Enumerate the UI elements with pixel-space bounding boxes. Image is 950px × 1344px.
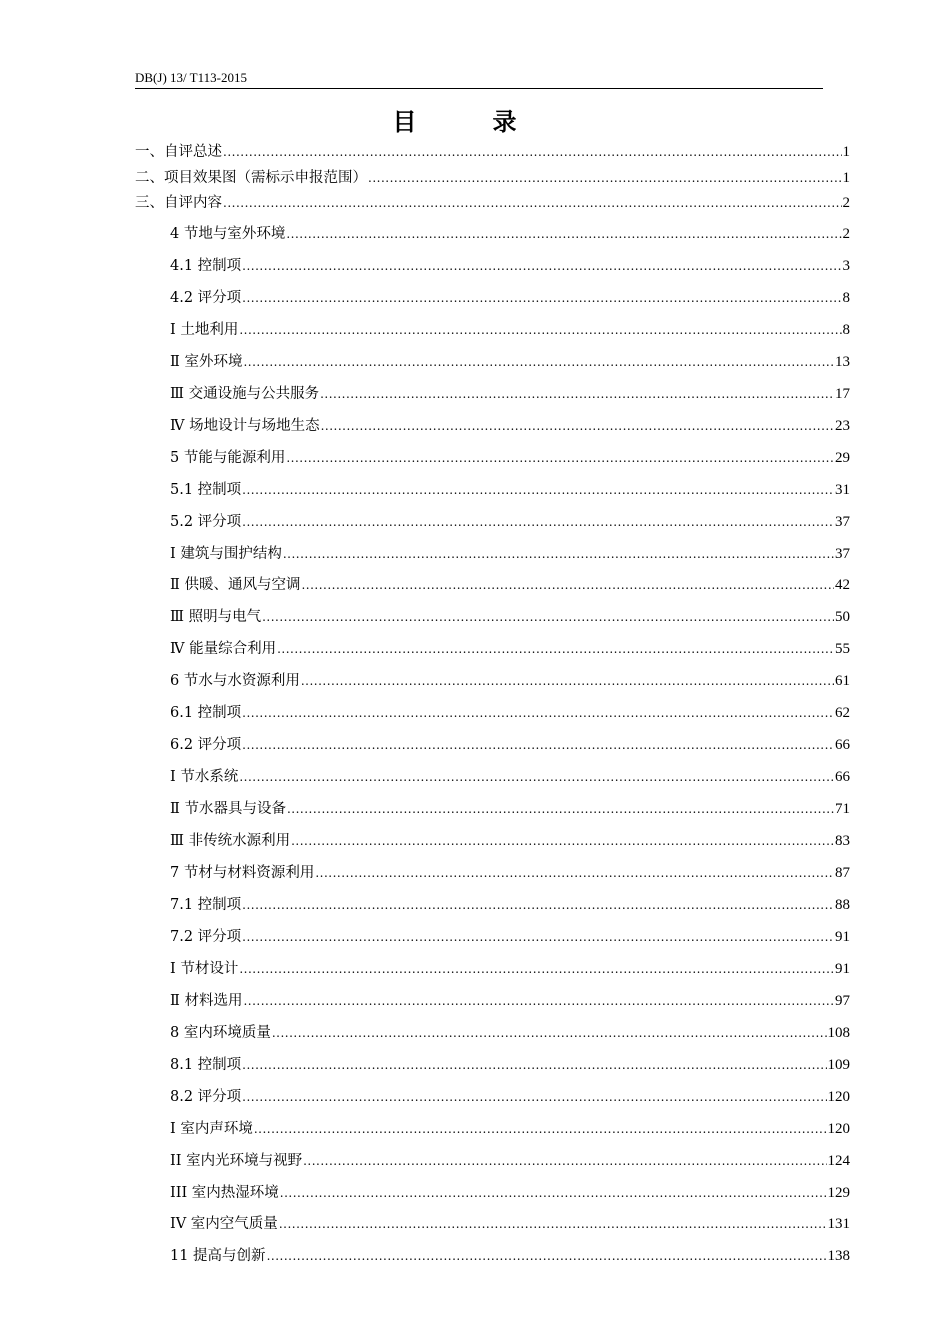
toc-entry-page-number: 13 <box>835 353 850 370</box>
toc-entry-label: 5.2 评分项 <box>170 513 242 530</box>
toc-entry-page-number: 8 <box>842 289 850 306</box>
toc-entry[interactable] <box>170 1212 850 1236</box>
toc-entry[interactable] <box>170 222 850 246</box>
toc-entry[interactable] <box>170 797 850 821</box>
toc-entry-page-number: 29 <box>835 449 850 466</box>
toc-entry-label: 6 节水与水资源利用 <box>170 673 300 690</box>
toc-entry-page-number: 42 <box>835 577 850 594</box>
toc-entry[interactable] <box>170 861 850 885</box>
toc-entry-page-number: 91 <box>835 960 850 977</box>
toc-entry-label: Ⅳ 能量综合利用 <box>170 641 277 658</box>
toc-entry-page-number: 37 <box>835 513 850 530</box>
dot-leader <box>242 1085 826 1109</box>
toc-entry-label: 4.2 评分项 <box>170 289 242 306</box>
toc-entry-label: 8.1 控制项 <box>170 1056 242 1073</box>
dot-leader <box>279 1212 827 1236</box>
toc-entry-page-number: 83 <box>835 833 850 850</box>
dot-leader <box>239 318 841 342</box>
dot-leader <box>303 1149 826 1173</box>
dot-leader <box>242 510 834 534</box>
dot-leader <box>267 1244 827 1268</box>
dot-leader <box>223 140 842 164</box>
dot-leader <box>280 1181 827 1205</box>
dot-leader <box>223 191 842 215</box>
toc-entry-page-number: 23 <box>835 417 850 434</box>
toc-entry[interactable] <box>170 1117 850 1141</box>
dot-leader <box>242 1053 826 1077</box>
toc-entry-page-number: 31 <box>835 481 850 498</box>
dot-leader <box>242 254 841 278</box>
dot-leader <box>315 861 834 885</box>
toc-entry-page-number: 66 <box>835 769 850 786</box>
dot-leader <box>242 286 841 310</box>
toc-entry[interactable] <box>170 478 850 502</box>
toc-entry[interactable] <box>170 382 850 406</box>
toc-entry-label: 6.1 控制项 <box>170 705 242 722</box>
toc-entry-label: I 节水系统 <box>170 769 239 786</box>
toc-entry[interactable] <box>170 542 850 566</box>
toc-entry[interactable] <box>170 925 850 949</box>
toc-entry-label: 5.1 控制项 <box>170 481 242 498</box>
dot-leader <box>254 1117 827 1141</box>
toc-entry-page-number: 8 <box>842 321 850 338</box>
dot-leader <box>301 573 834 597</box>
dot-leader <box>243 989 834 1013</box>
toc-entry-label: 8 室内环境质量 <box>170 1024 271 1041</box>
dot-leader <box>243 350 834 374</box>
toc-entry-page-number: 120 <box>827 1088 850 1105</box>
toc-entry-label: 7 节材与材料资源利用 <box>170 865 315 881</box>
dot-leader <box>239 765 834 789</box>
toc-entry[interactable] <box>170 829 850 853</box>
toc-entry[interactable] <box>170 414 850 438</box>
toc-entry-page-number: 131 <box>827 1216 850 1233</box>
toc-entry-page-number: 37 <box>835 545 850 562</box>
toc-entry[interactable] <box>170 957 850 981</box>
toc-entry-label: 11 提高与创新 <box>170 1248 266 1265</box>
toc-entry-label: 一、自评总述 <box>135 144 222 160</box>
toc-entry-page-number: 129 <box>827 1184 850 1201</box>
dot-leader <box>262 605 834 629</box>
toc-entry[interactable] <box>170 254 850 278</box>
toc-entry-label: II 室内光环境与视野 <box>170 1152 303 1169</box>
toc-entry[interactable] <box>170 446 850 470</box>
toc-entry[interactable] <box>170 1085 850 1109</box>
dot-leader <box>286 446 834 470</box>
toc-entry-label: 三、自评内容 <box>135 195 222 211</box>
toc-entry-label: I 土地利用 <box>170 321 239 338</box>
toc-entry-page-number: 61 <box>835 673 850 690</box>
toc-entry-page-number: 138 <box>827 1248 850 1265</box>
dot-leader <box>287 797 834 821</box>
toc-entry-page-number: 2 <box>842 226 850 242</box>
toc-entry[interactable] <box>170 510 850 534</box>
toc-entry-label: Ⅳ 场地设计与场地生态 <box>170 417 320 434</box>
toc-entry-page-number: 50 <box>835 609 850 626</box>
toc-entry-page-number: 91 <box>835 928 850 945</box>
toc-entry-label: 8.2 评分项 <box>170 1088 242 1105</box>
toc-entry-page-number: 124 <box>827 1152 850 1169</box>
dot-leader <box>242 893 834 917</box>
dot-leader <box>242 701 834 725</box>
toc-entry-label: 4 节地与室外环境 <box>170 226 286 242</box>
toc-entry[interactable] <box>170 989 850 1013</box>
toc-entry-label: I 建筑与围护结构 <box>170 545 282 562</box>
toc-entry-label: Ⅲ 交通设施与公共服务 <box>170 385 320 402</box>
toc-entry-page-number: 87 <box>835 865 850 881</box>
toc-entry-label: 4.1 控制项 <box>170 257 242 274</box>
toc-entry-page-number: 2 <box>842 195 850 211</box>
dot-leader <box>291 829 834 853</box>
toc-entry-label: 7.2 评分项 <box>170 928 242 945</box>
dot-leader <box>286 222 841 246</box>
dot-leader <box>242 925 834 949</box>
toc-entry[interactable] <box>170 637 850 661</box>
dot-leader <box>321 414 834 438</box>
dot-leader <box>283 542 834 566</box>
toc-entry-label: III 室内热湿环境 <box>170 1184 279 1201</box>
toc-entry-label: I 节材设计 <box>170 960 239 977</box>
toc-entry[interactable] <box>170 573 850 597</box>
toc-entry-page-number: 1 <box>842 144 850 160</box>
toc-entry[interactable] <box>135 166 850 190</box>
toc-entry[interactable] <box>170 893 850 917</box>
toc-entry[interactable] <box>170 350 850 374</box>
toc-entry-page-number: 3 <box>842 257 850 274</box>
toc-entry-label: Ⅱ 供暖、通风与空调 <box>170 577 301 594</box>
toc-entry-label: Ⅲ 照明与电气 <box>170 609 262 626</box>
page-title: 目录 <box>392 108 593 136</box>
dot-leader <box>239 957 834 981</box>
dot-leader <box>301 669 834 693</box>
toc-entry-page-number: 88 <box>835 896 850 913</box>
toc-entry-page-number: 71 <box>835 801 850 818</box>
toc-entry-label: IV 室内空气质量 <box>170 1216 278 1233</box>
toc-entry[interactable] <box>170 701 850 725</box>
toc-entry-page-number: 1 <box>842 170 850 186</box>
toc-entry-page-number: 66 <box>835 737 850 754</box>
toc-entry-page-number: 120 <box>827 1120 850 1137</box>
toc-entry-label: 二、项目效果图（需标示申报范围） <box>135 170 367 186</box>
toc-entry[interactable] <box>170 1181 850 1205</box>
toc-entry-page-number: 109 <box>827 1056 850 1073</box>
toc-entry-label: 5 节能与能源利用 <box>170 449 286 466</box>
dot-leader <box>277 637 834 661</box>
toc-entry[interactable] <box>170 1244 850 1268</box>
toc-entry-page-number: 108 <box>827 1024 850 1041</box>
toc-entry[interactable] <box>170 669 850 693</box>
toc-entry[interactable] <box>135 140 850 164</box>
toc-entry[interactable] <box>170 318 850 342</box>
toc-entry[interactable] <box>170 733 850 757</box>
toc-entry-label: Ⅱ 材料选用 <box>170 992 243 1009</box>
toc-entry-label: I 室内声环境 <box>170 1120 253 1137</box>
dot-leader <box>320 382 834 406</box>
dot-leader <box>368 166 842 190</box>
toc-entry-page-number: 97 <box>835 992 850 1009</box>
toc-entry[interactable] <box>170 605 850 629</box>
toc-entry-page-number: 17 <box>835 385 850 402</box>
dot-leader <box>242 733 834 757</box>
toc-entry-label: Ⅲ 非传统水源利用 <box>170 833 291 850</box>
dot-leader <box>242 478 834 502</box>
toc-entry[interactable] <box>170 765 850 789</box>
toc-entry[interactable] <box>170 286 850 310</box>
toc-entry-label: Ⅱ 节水器具与设备 <box>170 801 286 818</box>
standard-code: DB(J) 13/ T113-2015 <box>135 70 247 85</box>
toc-entry-label: 7.1 控制项 <box>170 896 242 913</box>
toc-entry[interactable] <box>170 1053 850 1077</box>
toc-entry-label: Ⅱ 室外环境 <box>170 353 243 370</box>
toc-entry-page-number: 55 <box>835 641 850 658</box>
toc-entry-page-number: 62 <box>835 705 850 722</box>
toc-entry[interactable] <box>170 1021 850 1045</box>
toc-entry[interactable] <box>135 191 850 215</box>
toc-entry[interactable] <box>170 1149 850 1173</box>
dot-leader <box>272 1021 827 1045</box>
toc-entry-label: 6.2 评分项 <box>170 737 242 754</box>
